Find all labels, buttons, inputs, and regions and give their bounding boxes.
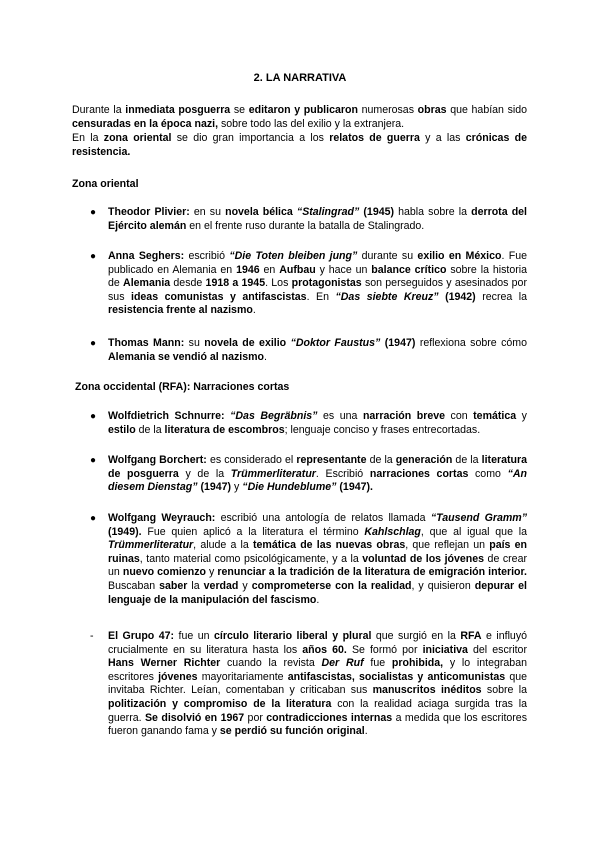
bullet-icon: ● (90, 338, 97, 349)
bullet-icon: ● (90, 455, 97, 466)
section-heading-oriental: Zona oriental (72, 178, 139, 190)
bullet-icon: ● (90, 513, 97, 524)
list-item-plivier: Theodor Plivier: en su novela bélica “Stalingrad” (1945) habla sobre la derrota del Ejército alemán en el frente ruso durante la batalla de Stalingrado. (108, 206, 527, 232)
section-heading-occidental: Zona occidental (RFA): Narraciones cortas (75, 381, 290, 393)
bullet-icon: ● (90, 251, 97, 262)
list-item-borchert: Wolfgang Borchert: es considerado el representante de la generación de la literatura de posguerra y de la Trümmerliteratur. Escribió narraciones cortas como “An diesem Dienstag” (1947) y “Die Hundeblume” (1947). (108, 454, 527, 494)
bullet-icon: ● (90, 411, 97, 422)
intro-paragraph-1: Durante la inmediata posguerra se editaron y publicaron numerosas obras que habían sido censuradas en la época nazi, sobre todo las del exilio y la extranjera. (72, 104, 528, 130)
list-item-grupo47: El Grupo 47: fue un círculo literario liberal y plural que surgió en la RFA e influyó crucialmente en su literatura hasta los años 60. Se formó por iniciativa del escritor Hans Werner Richter cuando la revista Der Ruf fue prohibida, y lo integraban escritores jóvenes mayoritariamente antifascistas, socialistas y anticomunistas que invitaba Richter. Leían, comentaban y criticaban sus manuscritos inéditos sobre la politización y compromiso de la literatura con la realidad aciaga surgida tras la guerra. Se disolvió en 1967 por contradicciones internas a medida que los escritores fueron ganando fama y se perdió su función original. (108, 630, 528, 738)
list-item-seghers: Anna Seghers: escribió “Die Toten bleiben jung” durante su exilio en México. Fue publicado en Alemania en 1946 en Aufbau y hace un balance crítico sobre la historia de Alemania desde 1918 a 1945. Los protagonistas son perseguidos y asesinados por sus ideas comunistas y antifascistas. En “Das siebte Kreuz” (1942) recrea la resistencia frente al nazismo. (108, 250, 528, 317)
dash-marker: - (90, 630, 94, 642)
list-item-mann: Thomas Mann: su novela de exilio “Doktor Faustus” (1947) reflexiona sobre cómo Alemania se vendió al nazismo. (108, 337, 527, 363)
page-title: 2. LA NARRATIVA (253, 72, 347, 84)
bullet-icon: ● (90, 207, 97, 218)
list-item-weyrauch: Wolfgang Weyrauch: escribió una antología de relatos llamada “Tausend Gramm” (1949). Fue quien aplicó a la literatura el término Kahlschlag, que al igual que la Trümmerliteratur, alude a la temática de las nuevas obras, que reflejan un país en ruinas, tanto material como psicológicamente, y a la voluntad de los jóvenes de crear un nuevo comienzo y renunciar a la tradición de la literatura de emigración interior. Buscaban saber la verdad y comprometerse con la realidad, y quisieron depurar el lenguaje de la manipulación del fascismo. (108, 512, 528, 606)
intro-paragraph-2: En la zona oriental se dio gran importancia a los relatos de guerra y a las crónicas de resistencia. (72, 132, 527, 158)
list-item-schnurre: Wolfdietrich Schnurre: “Das Begräbnis” es una narración breve con temática y estilo de la literatura de escombros; lenguaje conciso y frases entrecortadas. (108, 410, 527, 436)
